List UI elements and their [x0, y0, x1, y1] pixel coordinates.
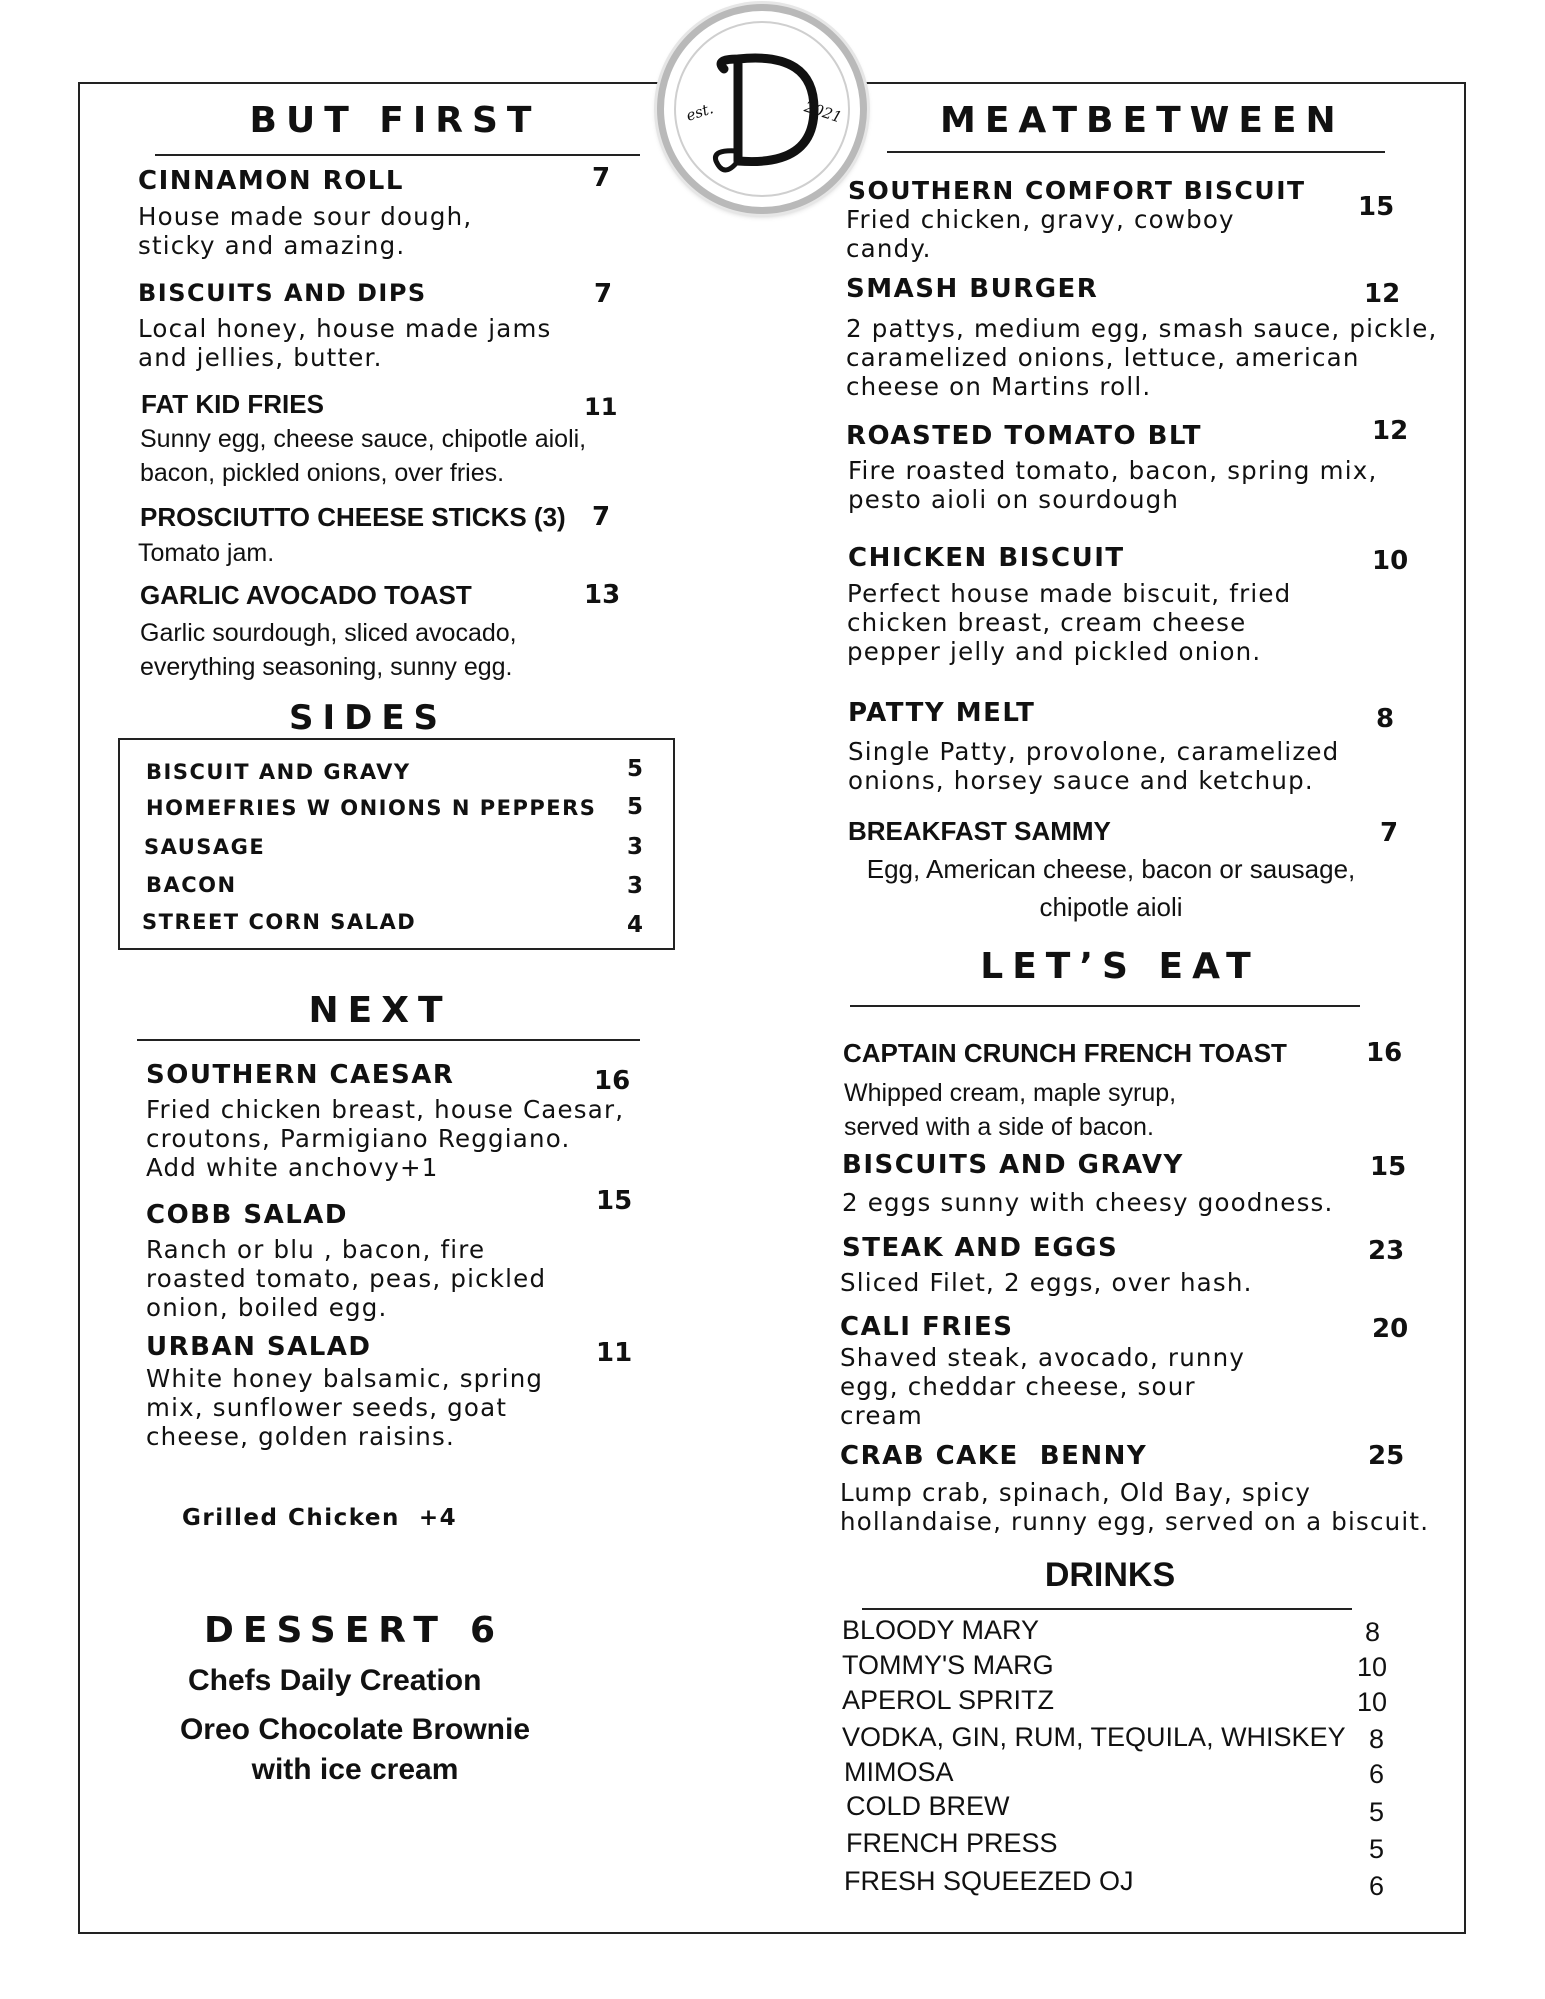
logo-est-text: est. [683, 99, 716, 125]
addon-grilled-chicken: Grilled Chicken +4 [182, 1505, 458, 1531]
side-item-name: STREET CORN SALAD [142, 910, 417, 934]
drink-name: MIMOSA [844, 1757, 954, 1787]
side-item-price: 3 [627, 873, 644, 899]
menu-item-price: 11 [596, 1338, 633, 1368]
menu-item-name: PROSCIUTTO CHEESE STICKS (3) [140, 502, 566, 532]
menu-item-name: BREAKFAST SAMMY [848, 816, 1111, 846]
menu-item-desc: Lump crab, spinach, Old Bay, spicy hollandaise, runny egg, served on a biscuit. [840, 1478, 1430, 1536]
menu-item-price: 20 [1372, 1314, 1409, 1344]
section-title-but-first: BUT FIRST [249, 100, 541, 141]
drink-name: FRESH SQUEEZED OJ [844, 1866, 1134, 1896]
drink-price: 5 [1369, 1834, 1385, 1864]
menu-item-desc: Fire roasted tomato, bacon, spring mix, pesto aioli on sourdough [848, 456, 1378, 514]
side-item-price: 4 [627, 912, 644, 938]
dessert-line-2: Oreo Chocolate Brownie with ice cream [179, 1713, 531, 1786]
drink-price: 6 [1369, 1759, 1385, 1789]
menu-item-price: 15 [596, 1186, 633, 1216]
section-title-next: NEXT [308, 990, 452, 1031]
menu-item-name: CRAB CAKE BENNY [840, 1441, 1148, 1471]
menu-item-desc: White honey balsamic, spring mix, sunflower seeds, goat cheese, golden raisins. [146, 1364, 544, 1451]
menu-item-price: 16 [594, 1066, 631, 1096]
menu-item-price: 15 [1358, 192, 1395, 222]
section-title-lets-eat: LET’S EAT [980, 946, 1260, 987]
side-item-name: HOMEFRIES W ONIONS N PEPPERS [146, 796, 597, 820]
side-item-price: 5 [627, 794, 644, 820]
menu-item-desc: House made sour dough, sticky and amazing. [138, 202, 473, 260]
section-rule [887, 151, 1385, 153]
menu-item-price: 10 [1372, 546, 1409, 576]
side-item-price: 3 [627, 834, 644, 860]
menu-item-price: 16 [1366, 1038, 1403, 1068]
menu-item-desc: Sunny egg, cheese sauce, chipotle aioli, bacon, pickled onions, over fries. [140, 425, 587, 487]
menu-item-name: FAT KID FRIES [141, 389, 324, 419]
menu-item-price: 12 [1372, 416, 1409, 446]
menu-item-name: SOUTHERN COMFORT BISCUIT [848, 176, 1306, 205]
section-title-drinks: DRINKS [1044, 1556, 1176, 1594]
restaurant-logo [657, 4, 867, 214]
menu-item-desc: 2 pattys, medium egg, smash sauce, pickle, caramelized onions, lettuce, american cheese on Martins roll. [846, 314, 1438, 401]
menu-item-name: CINNAMON ROLL [138, 166, 404, 196]
menu-item-price: 7 [1380, 818, 1399, 848]
menu-item-name: SOUTHERN CAESAR [146, 1060, 455, 1090]
drink-name: TOMMY'S MARG [842, 1650, 1054, 1680]
section-rule [850, 1005, 1360, 1007]
menu-item-desc: Shaved steak, avocado, runny egg, cheddar cheese, sour cream [840, 1343, 1246, 1430]
menu-item-price: 13 [584, 580, 621, 610]
menu-item-price: 23 [1368, 1236, 1405, 1266]
logo-year-text: 2021 [801, 97, 844, 127]
menu-item-name: CHICKEN BISCUIT [848, 543, 1125, 573]
menu-item-name: PATTY MELT [848, 698, 1036, 728]
menu-item-name: CAPTAIN CRUNCH FRENCH TOAST [843, 1038, 1287, 1068]
section-title-dessert: DESSERT [204, 1610, 447, 1651]
menu-item-desc: Perfect house made biscuit, fried chicken breast, cream cheese pepper jelly and pickled onion. [847, 579, 1292, 666]
drink-name: FRENCH PRESS [846, 1828, 1058, 1858]
menu-item-price: 12 [1364, 279, 1401, 309]
menu-item-price: 7 [594, 279, 613, 309]
menu-item-desc: 2 eggs sunny with cheesy goodness. [842, 1188, 1334, 1217]
side-item-name: BACON [146, 873, 237, 897]
menu-item-name: BISCUITS AND GRAVY [842, 1150, 1184, 1180]
menu-item-desc: Fried chicken, gravy, cowboy candy. [846, 205, 1235, 263]
menu-item-name: COBB SALAD [146, 1200, 348, 1230]
drink-price: 10 [1357, 1652, 1388, 1682]
drink-price: 8 [1369, 1724, 1385, 1754]
menu-item-desc: Single Patty, provolone, caramelized onions, horsey sauce and ketchup. [848, 737, 1340, 795]
menu-item-price: 25 [1368, 1441, 1405, 1471]
menu-item-desc: Sliced Filet, 2 eggs, over hash. [840, 1268, 1253, 1297]
menu-item-price: 11 [584, 393, 618, 421]
menu-item-desc: Whipped cream, maple syrup, served with a side of bacon. [844, 1079, 1177, 1141]
menu-item-name: ROASTED TOMATO BLT [846, 421, 1202, 451]
menu-item-desc: Ranch or blu , bacon, fire roasted tomato, peas, pickled onion, boiled egg. [146, 1235, 547, 1322]
menu-item-name: BISCUITS AND DIPS [138, 279, 427, 307]
menu-item-desc: Tomato jam. [138, 539, 275, 567]
menu-item-price: 7 [592, 502, 611, 532]
menu-item-name: CALI FRIES [840, 1312, 1014, 1342]
drink-name: VODKA, GIN, RUM, TEQUILA, WHISKEY [842, 1722, 1346, 1752]
section-rule [137, 1039, 640, 1041]
section-title-meatbetween: MEATBETWEEN [940, 100, 1345, 141]
menu-item-desc: Local honey, house made jams and jellies, butter. [138, 314, 552, 372]
menu-item-name: URBAN SALAD [146, 1332, 372, 1362]
dessert-price: 6 [470, 1610, 496, 1651]
drink-name: COLD BREW [846, 1791, 1010, 1821]
menu-item-name: SMASH BURGER [846, 274, 1099, 304]
dessert-line-1: Chefs Daily Creation [188, 1664, 482, 1697]
section-title-sides: SIDES [288, 698, 448, 738]
menu-item-desc: Fried chicken breast, house Caesar, croutons, Parmigiano Reggiano. Add white anchovy+1 [146, 1095, 625, 1182]
drink-name: BLOODY MARY [842, 1615, 1040, 1645]
section-rule [862, 1608, 1352, 1610]
section-rule [155, 154, 640, 156]
menu-item-name: STEAK AND EGGS [842, 1233, 1119, 1263]
drink-price: 6 [1369, 1871, 1385, 1901]
drink-price: 10 [1357, 1687, 1388, 1717]
menu-item-price: 15 [1370, 1152, 1407, 1182]
drink-price: 5 [1369, 1797, 1385, 1827]
menu-item-desc: Garlic sourdough, sliced avocado, everything seasoning, sunny egg. [140, 619, 517, 681]
menu-item-name: GARLIC AVOCADO TOAST [140, 580, 472, 610]
menu-item-price: 8 [1376, 704, 1395, 734]
side-item-name: SAUSAGE [144, 835, 266, 859]
menu-item-price: 7 [592, 163, 611, 193]
drink-name: APEROL SPRITZ [842, 1685, 1055, 1715]
menu-item-desc: Egg, American cheese, bacon or sausage, chipotle aioli [866, 854, 1356, 922]
drink-price: 8 [1365, 1617, 1381, 1647]
side-item-name: BISCUIT AND GRAVY [146, 760, 411, 784]
side-item-price: 5 [627, 756, 644, 782]
